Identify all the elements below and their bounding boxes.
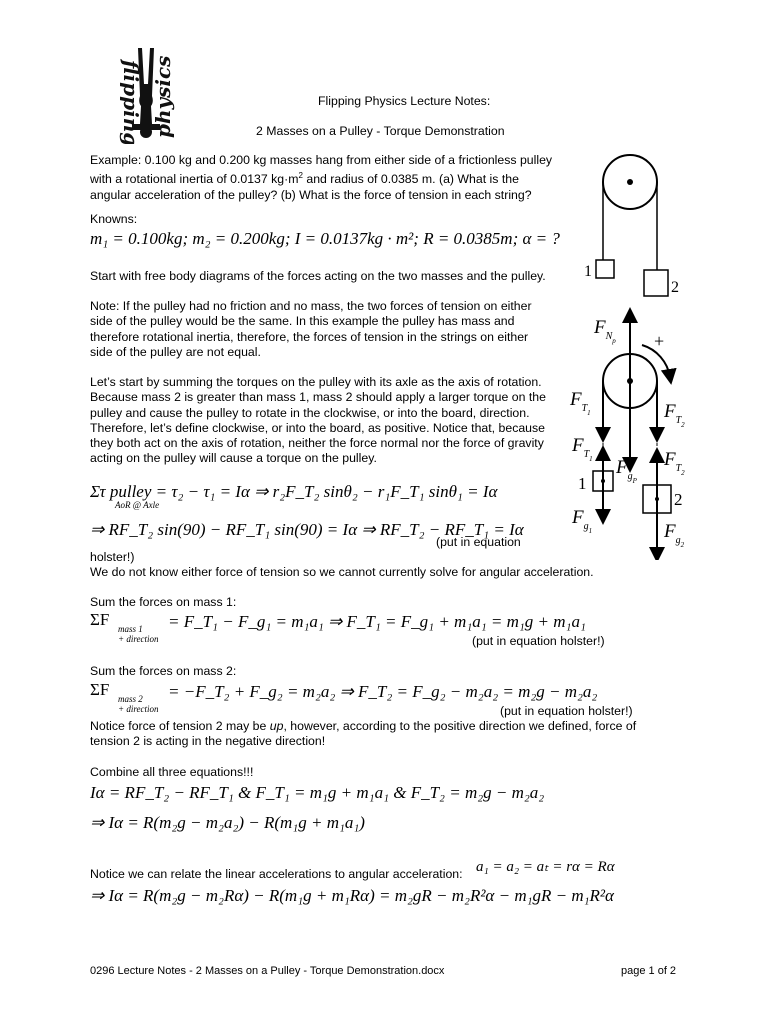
mass-1-label: 1 bbox=[584, 263, 592, 280]
pulley-diagram bbox=[580, 148, 690, 298]
holster-note-1: (put in equation bbox=[436, 535, 521, 549]
logo-text-physics: physics bbox=[151, 55, 175, 138]
force-gravity-2-label: $F_{g2}$ bbox=[664, 521, 685, 549]
problem-line-2 bbox=[90, 168, 580, 187]
note-line: therefore rotational inertia, therefore, the forces of tension in the strings on either bbox=[90, 329, 529, 344]
combine-label: Combine all three equations!!! bbox=[90, 765, 254, 779]
mass2-equation: = −F_T₂ + F_g₂ = m₂a₂ ⇒ F_T₂ = F_g₂ − m₂a₂ = m₂g − m₂a₂ bbox=[168, 682, 598, 701]
fbd-mass-2-label: 2 bbox=[674, 490, 683, 509]
sigma-f-mass1: ΣF bbox=[90, 610, 110, 629]
free-body-diagram bbox=[568, 305, 698, 560]
torque-line: Because mass 2 is greater than mass 1, mass 2 should apply a larger torque on the bbox=[90, 390, 546, 405]
mass2-subscript-2: + direction bbox=[118, 704, 159, 714]
sigma-f-mass2: ΣF bbox=[90, 680, 110, 699]
cannot-solve-text: We do not know either force of tension so we cannot currently solve for angular acceleration. bbox=[90, 565, 594, 579]
problem-line-2-sup: 2 bbox=[298, 171, 303, 181]
sum-mass2-label: Sum the forces on mass 2: bbox=[90, 664, 237, 678]
footer-filename: 0296 Lecture Notes - 2 Masses on a Pulley - Torque Demonstration.docx bbox=[90, 965, 445, 977]
combine-equation-1: Iα = RF_T₂ − RF_T₁ & F_T₁ = m₁g + m₁a₁ & F_T₂ = m₂g − m₂a₂ bbox=[90, 783, 545, 802]
notice-t2-up: up bbox=[269, 719, 284, 733]
linear-equation: a₁ = a₂ = aₜ = rα = Rα bbox=[476, 859, 615, 875]
problem-line-2b: and radius of 0.0385 m. (a) What is the bbox=[302, 172, 519, 187]
holster-note-3: (put in equation holster!) bbox=[500, 704, 633, 718]
force-gravity-1-label: $F_{g1}$ bbox=[572, 507, 593, 535]
torque-line: Let’s start by summing the torques on the pulley with its axle as the axis of rotation. bbox=[90, 375, 542, 389]
force-normal-pulley-label: $F_{Np}$ bbox=[594, 317, 616, 345]
combine-equation-2: ⇒ Iα = R(m₂g − m₂a₂) − R(m₁g + m₁a₁) bbox=[90, 813, 365, 832]
force-tension-2-mass-label: $F_{T2}$ bbox=[664, 449, 685, 477]
force-tension-2-pulley-label: $F_{T2}$ bbox=[664, 401, 685, 429]
mass1-equation: = F_T₁ − F_g₁ = m₁a₁ ⇒ F_T₁ = F_g₁ + m₁a₁ = m₁g + m₁a₁ bbox=[168, 612, 586, 631]
fbd-intro: Start with free body diagrams of the forces acting on the two masses and the pulley. bbox=[90, 269, 546, 283]
notice-t2-b: , however, according to the positive direction we defined, force of bbox=[283, 719, 637, 733]
holster-note-2: (put in equation holster!) bbox=[472, 634, 605, 648]
notice-t2-a: Notice force of tension 2 may be bbox=[90, 719, 270, 733]
pulley-diagram-graphic bbox=[580, 148, 690, 298]
torque-line: they both act on the axis of rotation, neither the force normal nor the force of gravity bbox=[90, 436, 544, 451]
torque-paragraph bbox=[90, 375, 570, 467]
notice-t2-c: tension 2 is acting in the negative direction! bbox=[90, 734, 326, 749]
mass-2-label: 2 bbox=[671, 279, 679, 296]
sum-mass1-label: Sum the forces on mass 1: bbox=[90, 595, 237, 609]
mass1-subscript-2: + direction bbox=[118, 634, 159, 644]
force-gravity-pulley-label: $F_{gP}$ bbox=[616, 457, 637, 485]
notice-tension-2 bbox=[90, 719, 660, 750]
footer-page-number: page 1 of 2 bbox=[621, 965, 677, 977]
note-line: side of the pulley are not equal. bbox=[90, 344, 261, 359]
final-equation: ⇒ Iα = R(m₂g − m₂Rα) − R(m₁g + m₁Rα) = m₂gR − m₂R²α − m₁gR − m₁R²α bbox=[90, 886, 614, 905]
fbd-mass-1-label: 1 bbox=[578, 474, 587, 493]
torque-equation-2: ⇒ RF_T₂ sin(90) − RF_T₁ sin(90) = Iα ⇒ RF_T₂ − RF_T₁ = Iα bbox=[90, 520, 524, 539]
notice-linear: Notice we can relate the linear accelerations to angular acceleration: bbox=[90, 867, 463, 881]
force-tension-1-pulley-label: $F_{T1}$ bbox=[570, 389, 591, 417]
note-line: Note: If the pulley had no friction and no mass, the two forces of tension on either bbox=[90, 299, 532, 313]
note-paragraph bbox=[90, 299, 560, 360]
mass1-subscript: mass 1 bbox=[118, 624, 143, 634]
problem-statement bbox=[90, 153, 580, 203]
mass2-subscript: mass 2 bbox=[118, 694, 143, 704]
torque-line: Therefore, let’s define clockwise, or into the board, as positive. Notice that, because bbox=[90, 420, 546, 435]
problem-line-3: angular acceleration of the pulley? (b) What is the force of tension in each string? bbox=[90, 187, 532, 202]
knowns-equation: m₁ = 0.100kg; m₂ = 0.200kg; I = 0.0137kg · m²; R = 0.0385m; α = ? bbox=[90, 229, 560, 248]
problem-line-2a: with a rotational inertia of 0.0137 kg·m bbox=[90, 172, 299, 187]
logo-graphic bbox=[94, 40, 198, 144]
torque-equation-subscript: AoR @ Axle bbox=[115, 500, 160, 510]
problem-line-1: Example: 0.100 kg and 0.200 kg masses hang from either side of a frictionless pulley bbox=[90, 153, 553, 167]
knowns-label: Knowns: bbox=[90, 212, 138, 226]
torque-line: acting on the pulley will cause a torque on the pulley. bbox=[90, 451, 377, 466]
note-line: side of the pulley would be the same. In this example the pulley has mass and bbox=[90, 314, 515, 329]
positive-direction-label: + bbox=[654, 331, 665, 351]
flipping-physics-logo bbox=[94, 40, 198, 144]
torque-line: pulley and cause the pulley to rotate in the clockwise, or into the board, direction. bbox=[90, 405, 530, 420]
force-tension-1-mass-label: $F_{T1}$ bbox=[572, 435, 593, 463]
page-title: Flipping Physics Lecture Notes: bbox=[318, 94, 491, 108]
free-body-diagram-graphic bbox=[568, 305, 698, 560]
holster-note-1b: holster!) bbox=[90, 550, 135, 564]
page-subtitle: 2 Masses on a Pulley - Torque Demonstration bbox=[256, 124, 505, 138]
torque-equation: Στ pulley = τ₂ − τ₁ = Iα ⇒ r₂F_T₂ sinθ₂ − r₁F_T₁ sinθ₁ = Iα bbox=[90, 482, 498, 501]
logo-text-flipping: flipping bbox=[119, 60, 143, 144]
